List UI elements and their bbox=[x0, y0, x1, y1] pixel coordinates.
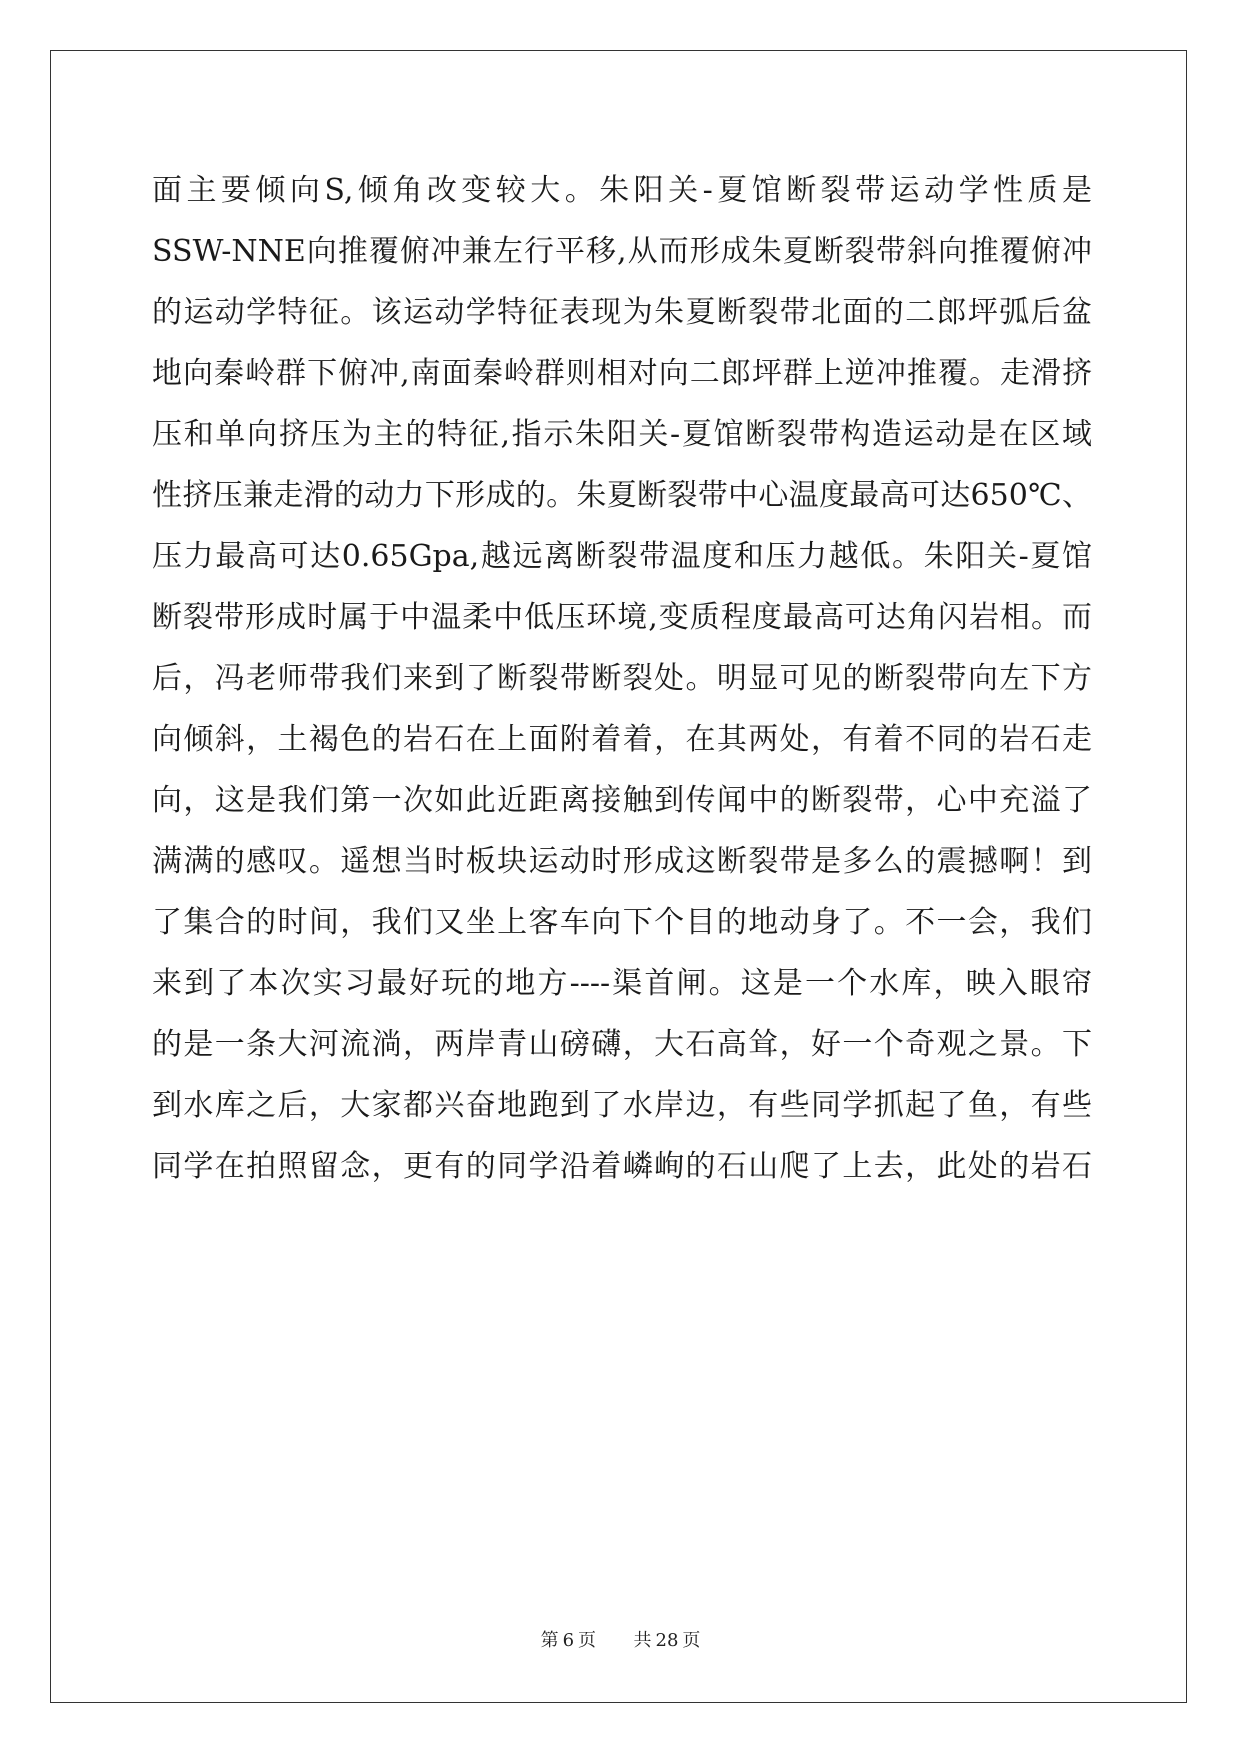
text-line: 满满的感叹。遥想当时板块运动时形成这断裂带是多么的震撼啊！到 bbox=[152, 844, 1092, 879]
page-prefix: 第 bbox=[540, 1630, 559, 1651]
text-line: 的运动学特征。该运动学特征表现为朱夏断裂带北面的二郎坪弧后盆 bbox=[152, 295, 1092, 330]
text-line: 到水库之后，大家都兴奋地跑到了水岸边，有些同学抓起了鱼，有些 bbox=[152, 1088, 1092, 1123]
page-suffix: 页 bbox=[578, 1630, 597, 1651]
body-text bbox=[152, 160, 1092, 1197]
text-line: 后，冯老师带我们来到了断裂带断裂处。明显可见的断裂带向左下方 bbox=[152, 661, 1092, 696]
text-line: 压力最高可达0.65Gpa,越远离断裂带温度和压力越低。朱阳关-夏馆 bbox=[152, 539, 1092, 574]
total-prefix: 共 bbox=[633, 1630, 652, 1651]
text-line: 同学在拍照留念，更有的同学沿着嶙峋的石山爬了上去，此处的岩石 bbox=[152, 1149, 1092, 1184]
text-line: 性挤压兼走滑的动力下形成的。朱夏断裂带中心温度最高可达650℃、 bbox=[152, 478, 1092, 513]
text-line: 向倾斜，土褐色的岩石在上面附着着，在其两处，有着不同的岩石走 bbox=[152, 722, 1092, 757]
text-line: SSW-NNE向推覆俯冲兼左行平移,从而形成朱夏断裂带斜向推覆俯冲 bbox=[152, 234, 1092, 269]
text-line: 压和单向挤压为主的特征,指示朱阳关-夏馆断裂带构造运动是在区域 bbox=[152, 417, 1092, 452]
text-line: 面主要倾向S,倾角改变较大。朱阳关-夏馆断裂带运动学性质是 bbox=[152, 173, 1092, 208]
page-number: 6 bbox=[562, 1630, 575, 1651]
text-line: 地向秦岭群下俯冲,南面秦岭群则相对向二郎坪群上逆冲推覆。走滑挤 bbox=[152, 356, 1092, 391]
text-line: 了集合的时间，我们又坐上客车向下个目的地动身了。不一会，我们 bbox=[152, 905, 1092, 940]
total-pages: 28 bbox=[655, 1630, 679, 1651]
total-suffix: 页 bbox=[682, 1630, 701, 1651]
text-line: 来到了本次实习最好玩的地方----渠首闸。这是一个水库，映入眼帘 bbox=[152, 966, 1092, 1001]
text-line: 的是一条大河流淌，两岸青山磅礴，大石高耸，好一个奇观之景。下 bbox=[152, 1027, 1092, 1062]
text-line: 断裂带形成时属于中温柔中低压环境,变质程度最高可达角闪岩相。而 bbox=[152, 600, 1092, 635]
text-line: 向，这是我们第一次如此近距离接触到传闻中的断裂带，心中充溢了 bbox=[152, 783, 1092, 818]
page-footer bbox=[0, 1626, 1241, 1652]
